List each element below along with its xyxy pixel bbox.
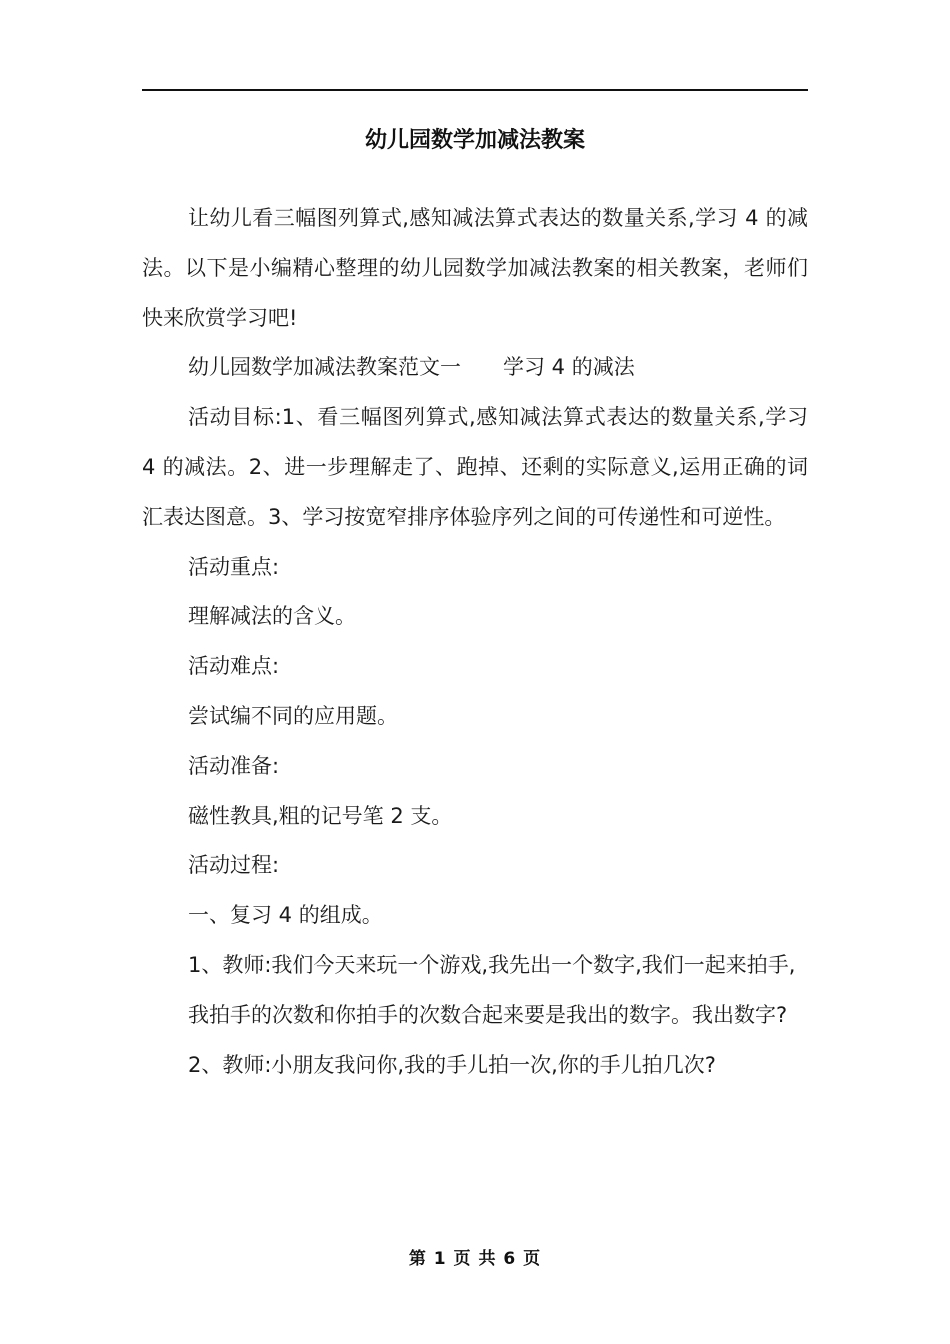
activity-goals-paragraph: 活动目标:1、看三幅图列算式,感知减法算式表达的数量关系,学习 4 的减法。2、进一步理解走了、跑掉、还剩的实际意义,运用正确的词汇表达图意。3、学习按宽窄排序体验序列之间的可传递性和可逆性。 xyxy=(142,405,808,529)
document-title: 幼儿园数学加减法教案 xyxy=(364,128,585,153)
section-heading xyxy=(142,343,808,393)
difficulty-text: 尝试编不同的应用题。 xyxy=(188,703,398,728)
preparation-heading: 活动准备: xyxy=(188,753,280,778)
process-step-2: 2、教师:小朋友我问你,我的手儿拍一次,你的手儿拍几次? xyxy=(188,1052,716,1077)
document-body xyxy=(142,194,808,1090)
process-heading: 活动过程: xyxy=(188,853,280,878)
section-subtitle: 学习 4 的减法 xyxy=(503,355,635,380)
section-title: 幼儿园数学加减法教案范文一 xyxy=(188,355,461,380)
process-step-review: 一、复习 4 的组成。 xyxy=(188,903,383,928)
preparation-text: 磁性教具,粗的记号笔 2 支。 xyxy=(188,803,453,828)
process-step-1-continued: 我拍手的次数和你拍手的次数合起来要是我出的数字。我出数字? xyxy=(188,1002,788,1027)
difficulty-heading: 活动难点: xyxy=(188,654,280,679)
header-rule xyxy=(142,89,808,91)
key-point-text: 理解减法的含义。 xyxy=(188,604,356,629)
page-number-footer: 第 1 页 共 6 页 xyxy=(408,1249,542,1269)
intro-paragraph: 让幼儿看三幅图列算式,感知减法算式表达的数量关系,学习 4 的减法。以下是小编精心整理的幼儿园数学加减法教案的相关教案，老师们快来欣赏学习吧! xyxy=(142,206,808,330)
key-point-heading: 活动重点: xyxy=(188,554,280,579)
process-step-1: 1、教师:我们今天来玩一个游戏,我先出一个数字,我们一起来拍手, xyxy=(188,952,796,977)
